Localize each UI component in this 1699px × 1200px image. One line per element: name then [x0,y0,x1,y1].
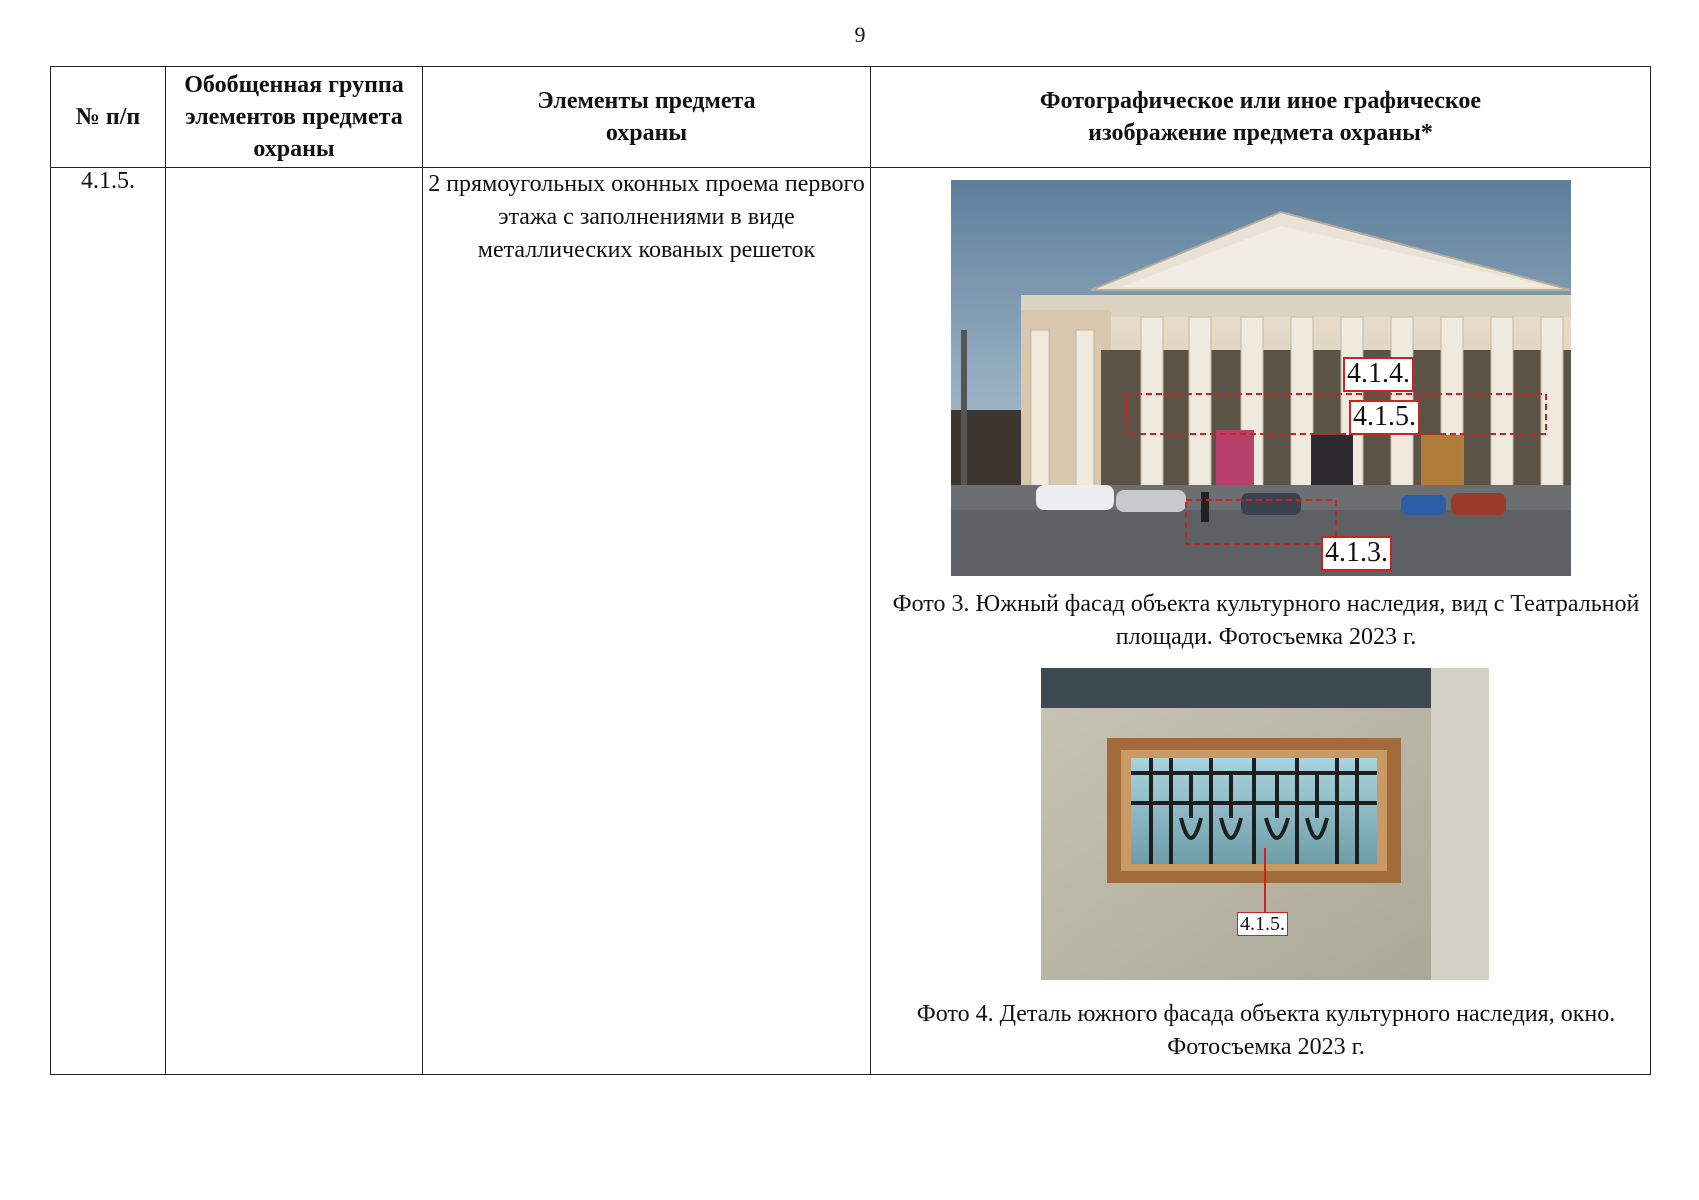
photo-window-detail [1041,668,1489,980]
table-row [51,168,1651,1075]
row-images [871,168,1651,1075]
row-group [166,168,423,1075]
photo4-caption: Фото 4. Деталь южного фасада объекта культурного наследия, окно. Фотосъемка 2023 г. [916,1001,1616,1060]
photo3-label-414: 4.1.4. [1343,357,1414,392]
row-elements: 2 прямоугольных оконных проема первого этажа с заполнениями в виде металлических кованых решеток [423,168,871,1075]
header-elements: Элементы предмета охраны [423,67,871,168]
photo4-label-415: 4.1.5. [1237,912,1288,936]
photo3-caption: Фото 3. Южный фасад объекта культурного наследия, вид с Театральной площади. Фотосъемка 2023 г. [892,591,1640,650]
row-number: 4.1.5. [51,168,166,1075]
photo-facade [951,180,1571,576]
photo3-label-413: 4.1.3. [1321,536,1392,571]
table-header-row [51,67,1651,168]
header-number: № п/п [51,67,166,168]
photo3-label-415: 4.1.5. [1349,400,1420,435]
protection-table [50,66,1651,1075]
page-number: 9 [854,22,866,47]
header-image: Фотографическое или иное графическое изображение предмета охраны* [871,67,1651,168]
header-group: Обобщенная группа элементов предмета охраны [166,67,423,168]
